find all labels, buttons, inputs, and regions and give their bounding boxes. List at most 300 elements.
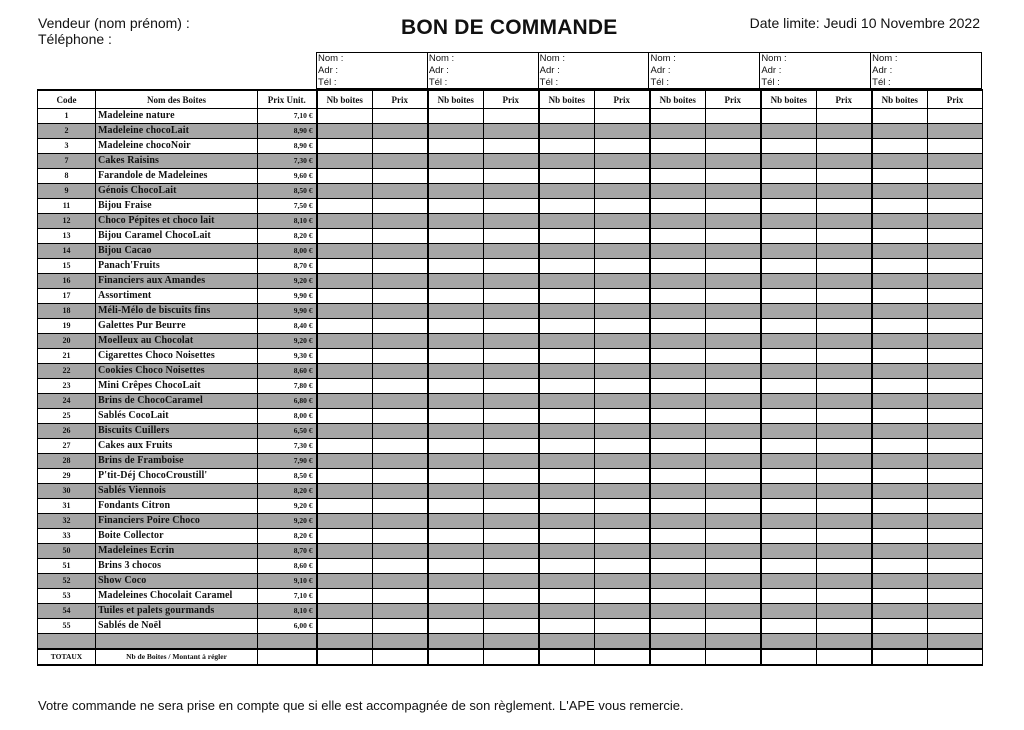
prix-cell[interactable] [817,109,872,124]
nb-boites-cell[interactable] [872,409,928,424]
nb-boites-cell[interactable] [317,154,373,169]
nb-boites-cell[interactable] [650,604,706,619]
prix-cell[interactable] [484,334,539,349]
prix-cell[interactable] [373,424,428,439]
prix-cell[interactable] [373,379,428,394]
prix-cell[interactable] [817,559,872,574]
prix-cell[interactable] [928,604,983,619]
nb-boites-cell[interactable] [317,514,373,529]
prix-cell[interactable] [484,274,539,289]
prix-cell[interactable] [928,364,983,379]
prix-cell[interactable] [706,154,761,169]
prix-cell[interactable] [484,589,539,604]
prix-cell[interactable] [373,544,428,559]
nb-boites-cell[interactable] [650,574,706,589]
nb-boites-cell[interactable] [650,199,706,214]
prix-cell[interactable] [373,274,428,289]
prix-cell[interactable] [373,409,428,424]
nb-boites-cell[interactable] [872,319,928,334]
nb-boites-cell[interactable] [761,649,817,665]
nb-boites-cell[interactable] [761,139,817,154]
nb-boites-cell[interactable] [872,529,928,544]
nb-boites-cell[interactable] [761,589,817,604]
nb-boites-cell[interactable] [539,634,595,650]
prix-cell[interactable] [484,544,539,559]
prix-cell[interactable] [595,529,650,544]
nb-boites-cell[interactable] [650,319,706,334]
prix-cell[interactable] [928,589,983,604]
prix-cell[interactable] [595,124,650,139]
prix-cell[interactable] [928,349,983,364]
nb-boites-cell[interactable] [539,139,595,154]
nb-boites-cell[interactable] [650,109,706,124]
nb-boites-cell[interactable] [872,379,928,394]
prix-cell[interactable] [928,394,983,409]
prix-cell[interactable] [484,214,539,229]
prix-cell[interactable] [928,259,983,274]
nb-boites-cell[interactable] [428,634,484,650]
nb-boites-cell[interactable] [872,274,928,289]
nb-boites-cell[interactable] [650,184,706,199]
nb-boites-cell[interactable] [317,409,373,424]
prix-cell[interactable] [484,439,539,454]
client-box[interactable] [317,53,427,88]
nb-boites-cell[interactable] [872,544,928,559]
prix-cell[interactable] [595,394,650,409]
nb-boites-cell[interactable] [761,439,817,454]
prix-cell[interactable] [595,364,650,379]
nb-boites-cell[interactable] [317,289,373,304]
nb-boites-cell[interactable] [872,349,928,364]
prix-cell[interactable] [373,109,428,124]
prix-cell[interactable] [817,214,872,229]
prix-cell[interactable] [706,184,761,199]
nb-boites-cell[interactable] [317,214,373,229]
nb-boites-cell[interactable] [872,424,928,439]
prix-cell[interactable] [373,649,428,665]
nb-boites-cell[interactable] [317,244,373,259]
nb-boites-cell[interactable] [650,634,706,650]
nb-boites-cell[interactable] [872,619,928,634]
nb-boites-cell[interactable] [539,469,595,484]
nb-boites-cell[interactable] [539,334,595,349]
nb-boites-cell[interactable] [650,259,706,274]
nb-boites-cell[interactable] [650,439,706,454]
nb-boites-cell[interactable] [539,199,595,214]
nb-boites-cell[interactable] [539,604,595,619]
nb-boites-cell[interactable] [539,289,595,304]
nb-boites-cell[interactable] [539,109,595,124]
prix-cell[interactable] [595,259,650,274]
prix-cell[interactable] [928,619,983,634]
prix-cell[interactable] [817,199,872,214]
nb-boites-cell[interactable] [872,169,928,184]
nb-boites-cell[interactable] [761,259,817,274]
nb-boites-cell[interactable] [539,514,595,529]
nb-boites-cell[interactable] [539,214,595,229]
nb-boites-cell[interactable] [650,274,706,289]
nb-boites-cell[interactable] [539,154,595,169]
prix-cell[interactable] [373,154,428,169]
nb-boites-cell[interactable] [872,469,928,484]
prix-cell[interactable] [373,349,428,364]
prix-cell[interactable] [706,409,761,424]
nb-boites-cell[interactable] [872,589,928,604]
nb-boites-cell[interactable] [428,529,484,544]
nb-boites-cell[interactable] [872,574,928,589]
nb-boites-cell[interactable] [761,574,817,589]
nb-boites-cell[interactable] [650,139,706,154]
prix-cell[interactable] [373,169,428,184]
nb-boites-cell[interactable] [317,484,373,499]
nb-boites-cell[interactable] [317,604,373,619]
prix-cell[interactable] [484,349,539,364]
nb-boites-cell[interactable] [428,559,484,574]
nb-boites-cell[interactable] [539,274,595,289]
prix-cell[interactable] [706,199,761,214]
nb-boites-cell[interactable] [317,529,373,544]
prix-cell[interactable] [595,334,650,349]
prix-cell[interactable] [928,529,983,544]
nb-boites-cell[interactable] [761,559,817,574]
nb-boites-cell[interactable] [650,619,706,634]
nb-boites-cell[interactable] [428,484,484,499]
nb-boites-cell[interactable] [539,364,595,379]
nb-boites-cell[interactable] [428,439,484,454]
nb-boites-cell[interactable] [650,424,706,439]
prix-cell[interactable] [373,499,428,514]
prix-cell[interactable] [928,574,983,589]
prix-cell[interactable] [595,289,650,304]
nb-boites-cell[interactable] [650,304,706,319]
nb-boites-cell[interactable] [650,124,706,139]
nb-boites-cell[interactable] [428,394,484,409]
nb-boites-cell[interactable] [317,469,373,484]
nb-boites-cell[interactable] [761,409,817,424]
nb-boites-cell[interactable] [539,409,595,424]
nb-boites-cell[interactable] [317,559,373,574]
prix-cell[interactable] [373,214,428,229]
prix-cell[interactable] [928,184,983,199]
prix-cell[interactable] [595,574,650,589]
prix-cell[interactable] [817,604,872,619]
nb-boites-cell[interactable] [428,649,484,665]
prix-cell[interactable] [706,394,761,409]
nb-boites-cell[interactable] [428,199,484,214]
nb-boites-cell[interactable] [761,619,817,634]
prix-cell[interactable] [817,394,872,409]
client-box[interactable] [648,53,759,88]
prix-cell[interactable] [484,499,539,514]
prix-cell[interactable] [484,424,539,439]
nb-boites-cell[interactable] [428,454,484,469]
nb-boites-cell[interactable] [539,379,595,394]
prix-cell[interactable] [595,499,650,514]
nb-boites-cell[interactable] [761,424,817,439]
prix-cell[interactable] [373,124,428,139]
nb-boites-cell[interactable] [539,169,595,184]
nb-boites-cell[interactable] [428,154,484,169]
nb-boites-cell[interactable] [761,484,817,499]
prix-cell[interactable] [484,379,539,394]
prix-cell[interactable] [595,544,650,559]
prix-cell[interactable] [817,514,872,529]
nb-boites-cell[interactable] [428,214,484,229]
nb-boites-cell[interactable] [428,289,484,304]
prix-cell[interactable] [928,214,983,229]
nb-boites-cell[interactable] [650,484,706,499]
prix-cell[interactable] [928,499,983,514]
prix-cell[interactable] [817,619,872,634]
prix-cell[interactable] [817,139,872,154]
nb-boites-cell[interactable] [761,244,817,259]
prix-cell[interactable] [595,169,650,184]
prix-cell[interactable] [817,484,872,499]
prix-cell[interactable] [928,424,983,439]
prix-cell[interactable] [706,649,761,665]
nb-boites-cell[interactable] [317,169,373,184]
nb-boites-cell[interactable] [872,649,928,665]
nb-boites-cell[interactable] [650,529,706,544]
nb-boites-cell[interactable] [761,289,817,304]
client-box[interactable] [427,53,538,88]
prix-cell[interactable] [928,304,983,319]
nb-boites-cell[interactable] [761,184,817,199]
prix-cell[interactable] [595,229,650,244]
nb-boites-cell[interactable] [317,334,373,349]
nb-boites-cell[interactable] [872,484,928,499]
nb-boites-cell[interactable] [428,304,484,319]
nb-boites-cell[interactable] [539,439,595,454]
prix-cell[interactable] [928,139,983,154]
nb-boites-cell[interactable] [317,274,373,289]
prix-cell[interactable] [817,544,872,559]
nb-boites-cell[interactable] [872,334,928,349]
nb-boites-cell[interactable] [650,544,706,559]
nb-boites-cell[interactable] [317,424,373,439]
nb-boites-cell[interactable] [761,349,817,364]
nb-boites-cell[interactable] [650,559,706,574]
nb-boites-cell[interactable] [428,424,484,439]
prix-cell[interactable] [373,484,428,499]
nb-boites-cell[interactable] [761,544,817,559]
prix-cell[interactable] [595,589,650,604]
nb-boites-cell[interactable] [428,544,484,559]
client-box[interactable] [538,53,649,88]
nb-boites-cell[interactable] [428,184,484,199]
prix-cell[interactable] [484,394,539,409]
prix-cell[interactable] [373,514,428,529]
nb-boites-cell[interactable] [428,334,484,349]
nb-boites-cell[interactable] [650,514,706,529]
prix-cell[interactable] [706,529,761,544]
prix-cell[interactable] [817,124,872,139]
client-box[interactable] [759,53,870,88]
prix-cell[interactable] [817,634,872,650]
prix-cell[interactable] [484,619,539,634]
nb-boites-cell[interactable] [539,589,595,604]
prix-cell[interactable] [928,229,983,244]
nb-boites-cell[interactable] [539,499,595,514]
prix-cell[interactable] [817,259,872,274]
nb-boites-cell[interactable] [539,574,595,589]
nb-boites-cell[interactable] [761,274,817,289]
prix-cell[interactable] [706,304,761,319]
nb-boites-cell[interactable] [872,364,928,379]
prix-cell[interactable] [373,394,428,409]
prix-cell[interactable] [928,154,983,169]
nb-boites-cell[interactable] [317,589,373,604]
nb-boites-cell[interactable] [650,454,706,469]
nb-boites-cell[interactable] [317,574,373,589]
nb-boites-cell[interactable] [872,229,928,244]
prix-cell[interactable] [595,109,650,124]
nb-boites-cell[interactable] [650,214,706,229]
prix-cell[interactable] [817,409,872,424]
prix-cell[interactable] [595,379,650,394]
nb-boites-cell[interactable] [317,634,373,650]
prix-cell[interactable] [817,319,872,334]
prix-cell[interactable] [706,424,761,439]
prix-cell[interactable] [484,574,539,589]
prix-cell[interactable] [373,199,428,214]
prix-cell[interactable] [484,139,539,154]
prix-cell[interactable] [817,349,872,364]
prix-cell[interactable] [373,244,428,259]
prix-cell[interactable] [373,604,428,619]
nb-boites-cell[interactable] [317,439,373,454]
prix-cell[interactable] [706,289,761,304]
prix-cell[interactable] [817,424,872,439]
client-box[interactable] [870,53,981,88]
prix-cell[interactable] [928,274,983,289]
nb-boites-cell[interactable] [428,349,484,364]
nb-boites-cell[interactable] [872,109,928,124]
prix-cell[interactable] [373,469,428,484]
prix-cell[interactable] [928,439,983,454]
nb-boites-cell[interactable] [761,634,817,650]
prix-cell[interactable] [595,409,650,424]
prix-cell[interactable] [595,244,650,259]
prix-cell[interactable] [817,439,872,454]
prix-cell[interactable] [595,469,650,484]
nb-boites-cell[interactable] [761,124,817,139]
prix-cell[interactable] [928,124,983,139]
prix-cell[interactable] [595,139,650,154]
nb-boites-cell[interactable] [539,544,595,559]
nb-boites-cell[interactable] [428,514,484,529]
prix-cell[interactable] [595,319,650,334]
nb-boites-cell[interactable] [428,319,484,334]
prix-cell[interactable] [706,364,761,379]
prix-cell[interactable] [928,109,983,124]
nb-boites-cell[interactable] [539,349,595,364]
nb-boites-cell[interactable] [872,289,928,304]
prix-cell[interactable] [373,529,428,544]
prix-cell[interactable] [817,289,872,304]
prix-cell[interactable] [484,124,539,139]
nb-boites-cell[interactable] [428,124,484,139]
nb-boites-cell[interactable] [761,319,817,334]
prix-cell[interactable] [595,649,650,665]
prix-cell[interactable] [595,559,650,574]
prix-cell[interactable] [595,514,650,529]
prix-cell[interactable] [817,364,872,379]
nb-boites-cell[interactable] [761,109,817,124]
nb-boites-cell[interactable] [428,589,484,604]
nb-boites-cell[interactable] [428,229,484,244]
prix-cell[interactable] [817,154,872,169]
nb-boites-cell[interactable] [539,424,595,439]
prix-cell[interactable] [484,484,539,499]
prix-cell[interactable] [706,229,761,244]
nb-boites-cell[interactable] [650,589,706,604]
prix-cell[interactable] [817,469,872,484]
prix-cell[interactable] [484,244,539,259]
nb-boites-cell[interactable] [761,334,817,349]
prix-cell[interactable] [817,244,872,259]
prix-cell[interactable] [595,274,650,289]
prix-cell[interactable] [817,334,872,349]
nb-boites-cell[interactable] [317,319,373,334]
nb-boites-cell[interactable] [317,649,373,665]
prix-cell[interactable] [595,184,650,199]
prix-cell[interactable] [595,154,650,169]
nb-boites-cell[interactable] [761,214,817,229]
nb-boites-cell[interactable] [650,469,706,484]
prix-cell[interactable] [706,514,761,529]
prix-cell[interactable] [928,469,983,484]
prix-cell[interactable] [595,454,650,469]
nb-boites-cell[interactable] [761,394,817,409]
prix-cell[interactable] [817,169,872,184]
prix-cell[interactable] [373,634,428,650]
prix-cell[interactable] [706,169,761,184]
nb-boites-cell[interactable] [761,304,817,319]
nb-boites-cell[interactable] [872,454,928,469]
prix-cell[interactable] [817,499,872,514]
prix-cell[interactable] [817,304,872,319]
nb-boites-cell[interactable] [428,574,484,589]
prix-cell[interactable] [928,199,983,214]
prix-cell[interactable] [706,214,761,229]
prix-cell[interactable] [595,604,650,619]
prix-cell[interactable] [706,139,761,154]
prix-cell[interactable] [373,319,428,334]
prix-cell[interactable] [484,289,539,304]
prix-cell[interactable] [817,454,872,469]
prix-cell[interactable] [928,514,983,529]
nb-boites-cell[interactable] [317,304,373,319]
prix-cell[interactable] [373,289,428,304]
nb-boites-cell[interactable] [317,544,373,559]
nb-boites-cell[interactable] [317,109,373,124]
nb-boites-cell[interactable] [428,379,484,394]
nb-boites-cell[interactable] [761,229,817,244]
nb-boites-cell[interactable] [872,499,928,514]
nb-boites-cell[interactable] [539,484,595,499]
prix-cell[interactable] [484,604,539,619]
nb-boites-cell[interactable] [428,619,484,634]
nb-boites-cell[interactable] [428,604,484,619]
nb-boites-cell[interactable] [539,559,595,574]
prix-cell[interactable] [928,544,983,559]
nb-boites-cell[interactable] [428,469,484,484]
nb-boites-cell[interactable] [872,124,928,139]
prix-cell[interactable] [706,244,761,259]
nb-boites-cell[interactable] [872,394,928,409]
prix-cell[interactable] [706,574,761,589]
